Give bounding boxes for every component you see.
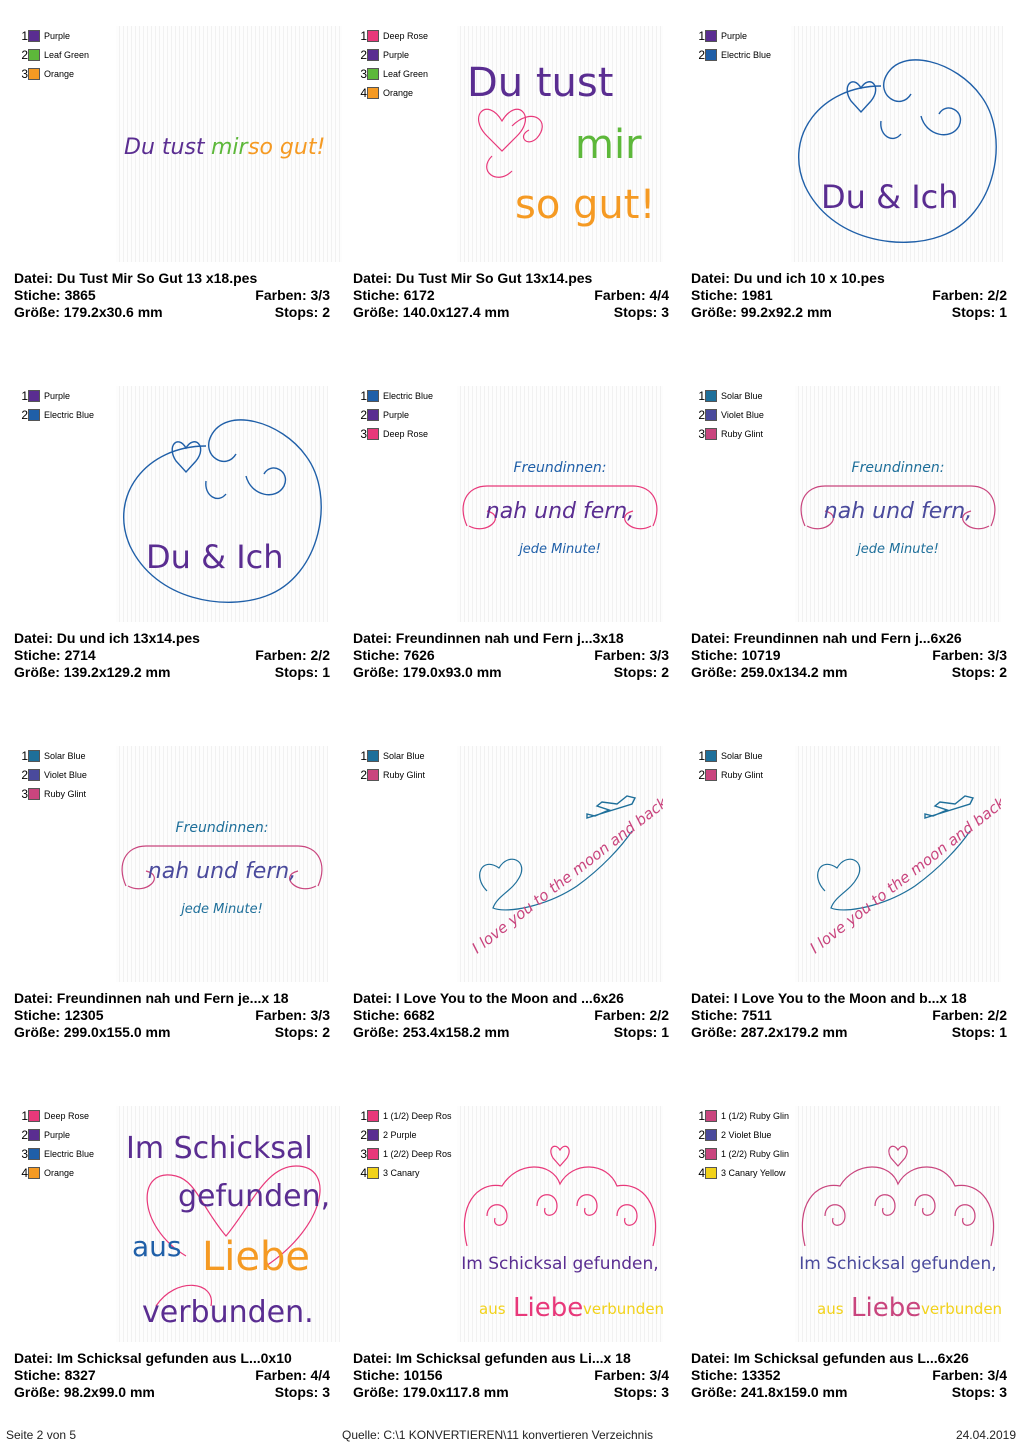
design-size: Größe: 140.0x127.4 mm [353, 304, 510, 320]
color-name: 1 (2/2) Deep Ros [383, 1149, 452, 1159]
color-number: 3 [360, 427, 367, 441]
svg-text:verbunden [583, 1300, 663, 1318]
color-name: Orange [44, 69, 75, 79]
color-number: 2 [21, 48, 28, 62]
color-name: Purple [383, 50, 410, 60]
color-name: 2 Purple [383, 1130, 417, 1140]
design-text: I love you to the moon and back! [468, 789, 663, 958]
color-swatch [28, 1110, 40, 1122]
color-name: Purple [44, 1130, 71, 1140]
color-name: Electric Blue [44, 1149, 95, 1159]
color-swatch [705, 769, 717, 781]
svg-text:aus [132, 1230, 182, 1263]
color-swatch [367, 1110, 379, 1122]
color-number: 3 [698, 427, 705, 441]
color-number: 2 [360, 768, 367, 782]
color-count: Farben: 2/2 [932, 1007, 1007, 1023]
color-number: 2 [360, 408, 367, 422]
color-swatch [367, 87, 379, 99]
stop-count: Stops: 1 [274, 664, 330, 680]
stop-count: Stops: 2 [613, 664, 669, 680]
embroidery-preview [457, 1106, 663, 1342]
svg-text:Freundinnen: [176, 820, 269, 836]
color-name: Ruby Glint [44, 789, 87, 799]
design-card [353, 360, 691, 720]
file-name: Datei: I Love You to the Moon and b...x 18 [691, 990, 967, 1006]
color-name: Orange [383, 88, 414, 98]
svg-text:Liebe [851, 1293, 921, 1323]
color-name: 2 Violet Blue [721, 1130, 772, 1140]
file-name: Datei: Freundinnen nah und Fern je...x 18 [14, 990, 289, 1006]
file-name: Datei: Freundinnen nah und Fern j...3x18 [353, 630, 624, 646]
color-number: 1 [360, 389, 367, 403]
svg-text:jede Minute! [179, 902, 263, 917]
color-swatch [28, 68, 40, 80]
design-info [691, 990, 1007, 1041]
design-text: verbunden [583, 1300, 663, 1318]
color-name: Ruby Glint [721, 429, 764, 439]
color-swatch [705, 49, 717, 61]
color-name: Purple [721, 31, 748, 41]
color-number: 4 [360, 86, 367, 100]
design-text: so gut! [515, 182, 656, 228]
file-name: Datei: Du Tust Mir So Gut 13 x18.pes [14, 270, 258, 286]
svg-text:gefunden, [178, 1179, 330, 1214]
design-text: Liebe [202, 1234, 311, 1280]
design-card [691, 0, 1024, 360]
color-swatch [28, 788, 40, 800]
color-number: 2 [21, 1128, 28, 1142]
stitch-count: Stiche: 12305 [14, 1007, 104, 1023]
design-preview [795, 386, 1001, 622]
color-count: Farben: 4/4 [255, 1367, 330, 1383]
color-swatch [367, 750, 379, 762]
design-info [691, 630, 1007, 681]
color-number: 1 [698, 29, 705, 43]
svg-text:mir [575, 122, 642, 168]
embroidery-preview [457, 386, 663, 622]
color-number: 3 [21, 787, 28, 801]
color-count: Farben: 3/4 [594, 1367, 669, 1383]
color-swatch [705, 390, 717, 402]
design-text: Du tust [124, 135, 205, 160]
svg-text:verbunden. [142, 1295, 314, 1330]
design-text: jede Minute! [857, 542, 939, 557]
stitch-count: Stiche: 2714 [14, 647, 96, 663]
design-text: Du & Ich [821, 178, 959, 216]
design-preview [795, 746, 1001, 982]
design-preview [457, 26, 663, 262]
design-size: Größe: 98.2x99.0 mm [14, 1384, 155, 1400]
design-size: Größe: 241.8x159.0 mm [691, 1384, 848, 1400]
design-size: Größe: 259.0x134.2 mm [691, 664, 848, 680]
stop-count: Stops: 2 [274, 1024, 330, 1040]
color-number: 1 [360, 1109, 367, 1123]
stop-count: Stops: 2 [274, 304, 330, 320]
color-number: 3 [21, 67, 28, 81]
design-preview [116, 26, 342, 262]
design-text: aus [132, 1230, 182, 1263]
design-text: Liebe [513, 1293, 584, 1323]
svg-text:Im Schicksal gefunden, [799, 1254, 996, 1274]
embroidery-preview [116, 1106, 340, 1342]
color-count: Farben: 2/2 [594, 1007, 669, 1023]
design-size: Größe: 179.0x93.0 mm [353, 664, 502, 680]
color-swatch [28, 1129, 40, 1141]
design-preview [795, 1106, 1001, 1342]
color-swatch [705, 428, 717, 440]
design-info [353, 630, 669, 681]
color-name: Purple [383, 410, 410, 420]
embroidery-preview [116, 746, 328, 982]
design-text: nah und fern, [147, 859, 297, 884]
design-size: Größe: 179.0x117.8 mm [353, 1384, 509, 1400]
color-swatch [367, 390, 379, 402]
design-text: jede Minute! [519, 542, 601, 557]
color-name: Solar Blue [721, 391, 763, 401]
color-count: Farben: 3/4 [932, 1367, 1007, 1383]
stitch-count: Stiche: 10156 [353, 1367, 443, 1383]
color-name: 3 Canary [383, 1168, 420, 1178]
color-number: 1 [21, 389, 28, 403]
design-info [353, 1350, 669, 1401]
stitch-count: Stiche: 8327 [14, 1367, 96, 1383]
color-count: Farben: 2/2 [255, 647, 330, 663]
source-path: Quelle: C:\1 KONVERTIEREN\11 konvertieren Verzeichnis [342, 1428, 654, 1442]
svg-text:I love you to the moon and bac [806, 790, 1001, 957]
design-preview [457, 386, 663, 622]
color-swatch [28, 30, 40, 42]
svg-text:aus [817, 1300, 844, 1318]
svg-text:Freundinnen: [514, 460, 607, 476]
stop-count: Stops: 1 [613, 1024, 669, 1040]
design-preview [116, 746, 328, 982]
color-number: 1 [360, 29, 367, 43]
design-info [14, 630, 330, 681]
design-text: mir [211, 135, 248, 160]
design-text: gefunden, [178, 1179, 331, 1214]
color-count: Farben: 3/3 [932, 647, 1007, 663]
embroidery-preview [457, 746, 663, 982]
design-card [353, 720, 691, 1080]
embroidery-preview [116, 26, 342, 262]
color-count: Farben: 3/3 [594, 647, 669, 663]
color-name: Orange [44, 1168, 75, 1178]
stop-count: Stops: 1 [951, 1024, 1007, 1040]
design-text: so gut! [248, 135, 326, 160]
color-swatch [705, 1129, 717, 1141]
color-swatch [705, 409, 717, 421]
design-size: Größe: 99.2x92.2 mm [691, 304, 832, 320]
design-card [691, 1080, 1024, 1440]
design-text: mir [575, 122, 642, 168]
color-number: 1 [21, 749, 28, 763]
color-number: 4 [360, 1166, 367, 1180]
design-text: Freundinnen: [851, 460, 945, 476]
design-size: Größe: 139.2x129.2 mm [14, 664, 171, 680]
color-name: Electric Blue [383, 391, 434, 401]
svg-text:Im Schicksal gefunden, [461, 1254, 658, 1274]
design-text: Freundinnen: [175, 820, 269, 836]
color-swatch [705, 1110, 717, 1122]
file-name: Datei: Du Tust Mir So Gut 13x14.pes [353, 270, 593, 286]
stitch-count: Stiche: 13352 [691, 1367, 781, 1383]
file-name: Datei: Freundinnen nah und Fern j...6x26 [691, 630, 962, 646]
design-preview [457, 746, 663, 982]
design-text: Im Schicksal gefunden, [461, 1254, 659, 1274]
color-name: Violet Blue [44, 770, 87, 780]
color-name: Solar Blue [44, 751, 86, 761]
color-swatch [367, 1148, 379, 1160]
color-name: Solar Blue [383, 751, 425, 761]
stitch-count: Stiche: 7511 [691, 1007, 772, 1023]
embroidery-preview [791, 26, 1003, 262]
embroidery-preview [795, 386, 1001, 622]
stop-count: Stops: 3 [613, 304, 669, 320]
color-swatch [705, 1148, 717, 1160]
svg-text:jede Minute! [855, 542, 939, 557]
svg-text:Du tust [467, 60, 613, 106]
design-text: nah und fern, [823, 499, 973, 524]
color-swatch [367, 428, 379, 440]
svg-text:verbunden [921, 1300, 1001, 1318]
design-text: aus [479, 1300, 506, 1318]
svg-text:Im Schicksal [126, 1131, 313, 1166]
color-number: 2 [360, 1128, 367, 1142]
svg-text:aus [479, 1300, 506, 1318]
design-preview [457, 1106, 663, 1342]
embroidery-preview [795, 746, 1001, 982]
design-text: Liebe [851, 1293, 922, 1323]
file-name: Datei: Im Schicksal gefunden aus Li...x 18 [353, 1350, 631, 1366]
svg-text:Du tust [124, 135, 206, 160]
color-swatch [705, 30, 717, 42]
stop-count: Stops: 3 [613, 1384, 669, 1400]
color-number: 3 [21, 1147, 28, 1161]
color-name: 1 (2/2) Ruby Glin [721, 1149, 790, 1159]
color-name: Ruby Glint [383, 770, 426, 780]
design-card [14, 0, 352, 360]
file-name: Datei: Im Schicksal gefunden aus L...6x26 [691, 1350, 969, 1366]
design-text: nah und fern, [485, 499, 635, 524]
design-card [353, 0, 691, 360]
page-number: Seite 2 von 5 [6, 1428, 77, 1442]
svg-text:Du & Ich [146, 538, 284, 576]
color-name: Deep Rose [383, 31, 429, 41]
file-name: Datei: Du und ich 13x14.pes [14, 630, 200, 646]
design-info [353, 990, 669, 1041]
color-swatch [705, 1167, 717, 1179]
color-swatch [367, 1129, 379, 1141]
design-info [14, 1350, 330, 1401]
design-text: Im Schicksal gefunden, [799, 1254, 997, 1274]
color-number: 2 [698, 768, 705, 782]
color-name: Electric Blue [44, 410, 95, 420]
color-name: 1 (1/2) Deep Ros [383, 1111, 452, 1121]
stitch-count: Stiche: 1981 [691, 287, 773, 303]
stitch-count: Stiche: 6682 [353, 1007, 435, 1023]
embroidery-preview [116, 386, 328, 622]
color-number: 3 [360, 67, 367, 81]
color-swatch [367, 1167, 379, 1179]
design-info [691, 1350, 1007, 1401]
color-number: 1 [21, 29, 28, 43]
color-number: 1 [698, 749, 705, 763]
svg-text:Liebe [513, 1293, 583, 1323]
color-number: 2 [698, 1128, 705, 1142]
color-name: 3 Canary Yellow [721, 1168, 786, 1178]
stop-count: Stops: 2 [951, 664, 1007, 680]
design-text: verbunden. [142, 1295, 314, 1330]
design-info [14, 270, 330, 321]
design-text: jede Minute! [181, 902, 263, 917]
design-card [14, 360, 352, 720]
color-swatch [367, 769, 379, 781]
svg-text:Du & Ich [821, 178, 959, 216]
file-name: Datei: I Love You to the Moon and ...6x26 [353, 990, 624, 1006]
color-count: Farben: 2/2 [932, 287, 1007, 303]
color-name: Leaf Green [383, 69, 429, 79]
color-name: Ruby Glint [721, 770, 764, 780]
color-count: Farben: 3/3 [255, 1007, 330, 1023]
color-swatch [28, 750, 40, 762]
stitch-count: Stiche: 3865 [14, 287, 96, 303]
file-name: Datei: Du und ich 10 x 10.pes [691, 270, 885, 286]
color-swatch [28, 1148, 40, 1160]
color-swatch [367, 68, 379, 80]
design-size: Größe: 299.0x155.0 mm [14, 1024, 171, 1040]
color-name: Deep Rose [44, 1111, 90, 1121]
svg-text:jede Minute! [517, 542, 601, 557]
color-swatch [367, 409, 379, 421]
svg-text:nah und fern, [486, 499, 634, 524]
embroidery-preview [795, 1106, 1001, 1342]
color-name: 1 (1/2) Ruby Glin [721, 1111, 790, 1121]
print-date: 24.04.2019 [955, 1428, 1016, 1442]
design-text: aus [817, 1300, 844, 1318]
color-number: 2 [360, 48, 367, 62]
color-number: 1 [698, 389, 705, 403]
stitch-count: Stiche: 7626 [353, 647, 435, 663]
color-swatch [367, 49, 379, 61]
color-name: Purple [44, 31, 71, 41]
stop-count: Stops: 3 [274, 1384, 330, 1400]
design-card [691, 360, 1024, 720]
design-preview [116, 386, 328, 622]
svg-text:so gut! [515, 182, 656, 228]
svg-text:I love you to the moon and bac [468, 790, 663, 957]
stop-count: Stops: 3 [951, 1384, 1007, 1400]
design-text: Du tust [467, 60, 614, 106]
embroidery-preview [457, 26, 663, 262]
color-swatch [705, 750, 717, 762]
color-swatch [367, 30, 379, 42]
design-card [353, 1080, 691, 1440]
color-name: Leaf Green [44, 50, 90, 60]
design-text: Im Schicksal [126, 1131, 313, 1166]
svg-text:mir [211, 135, 250, 160]
design-size: Größe: 253.4x158.2 mm [353, 1024, 510, 1040]
color-number: 1 [698, 1109, 705, 1123]
svg-text:nah und fern, [824, 499, 972, 524]
color-number: 2 [698, 408, 705, 422]
color-number: 4 [698, 1166, 705, 1180]
design-size: Größe: 179.2x30.6 mm [14, 304, 163, 320]
design-text: Freundinnen: [513, 460, 607, 476]
svg-text:so gut! [248, 135, 325, 160]
color-number: 2 [21, 768, 28, 782]
design-text: Du & Ich [146, 538, 284, 576]
color-swatch [28, 1167, 40, 1179]
color-count: Farben: 4/4 [594, 287, 669, 303]
color-name: Solar Blue [721, 751, 763, 761]
design-size: Größe: 287.2x179.2 mm [691, 1024, 848, 1040]
color-number: 1 [21, 1109, 28, 1123]
color-number: 4 [21, 1166, 28, 1180]
design-preview [791, 26, 1003, 262]
svg-text:nah und fern, [148, 859, 296, 884]
design-info [691, 270, 1007, 321]
stop-count: Stops: 1 [951, 304, 1007, 320]
stitch-count: Stiche: 6172 [353, 287, 435, 303]
design-info [14, 990, 330, 1041]
svg-text:Liebe [202, 1234, 310, 1280]
color-number: 2 [698, 48, 705, 62]
design-card [14, 720, 352, 1080]
color-swatch [28, 49, 40, 61]
design-text: I love you to the moon and back! [806, 789, 1001, 958]
design-card [14, 1080, 352, 1440]
color-count: Farben: 3/3 [255, 287, 330, 303]
color-name: Violet Blue [721, 410, 764, 420]
file-name: Datei: Im Schicksal gefunden aus L...0x10 [14, 1350, 292, 1366]
color-swatch [28, 409, 40, 421]
stitch-count: Stiche: 10719 [691, 647, 781, 663]
svg-text:Freundinnen: [852, 460, 945, 476]
design-info [353, 270, 669, 321]
color-name: Deep Rose [383, 429, 429, 439]
color-name: Electric Blue [721, 50, 772, 60]
color-number: 3 [360, 1147, 367, 1161]
design-card [691, 720, 1024, 1080]
color-swatch [28, 769, 40, 781]
design-text: verbunden [921, 1300, 1001, 1318]
color-swatch [28, 390, 40, 402]
color-number: 3 [698, 1147, 705, 1161]
color-name: Purple [44, 391, 71, 401]
design-preview [116, 1106, 340, 1342]
color-number: 1 [360, 749, 367, 763]
color-number: 2 [21, 408, 28, 422]
